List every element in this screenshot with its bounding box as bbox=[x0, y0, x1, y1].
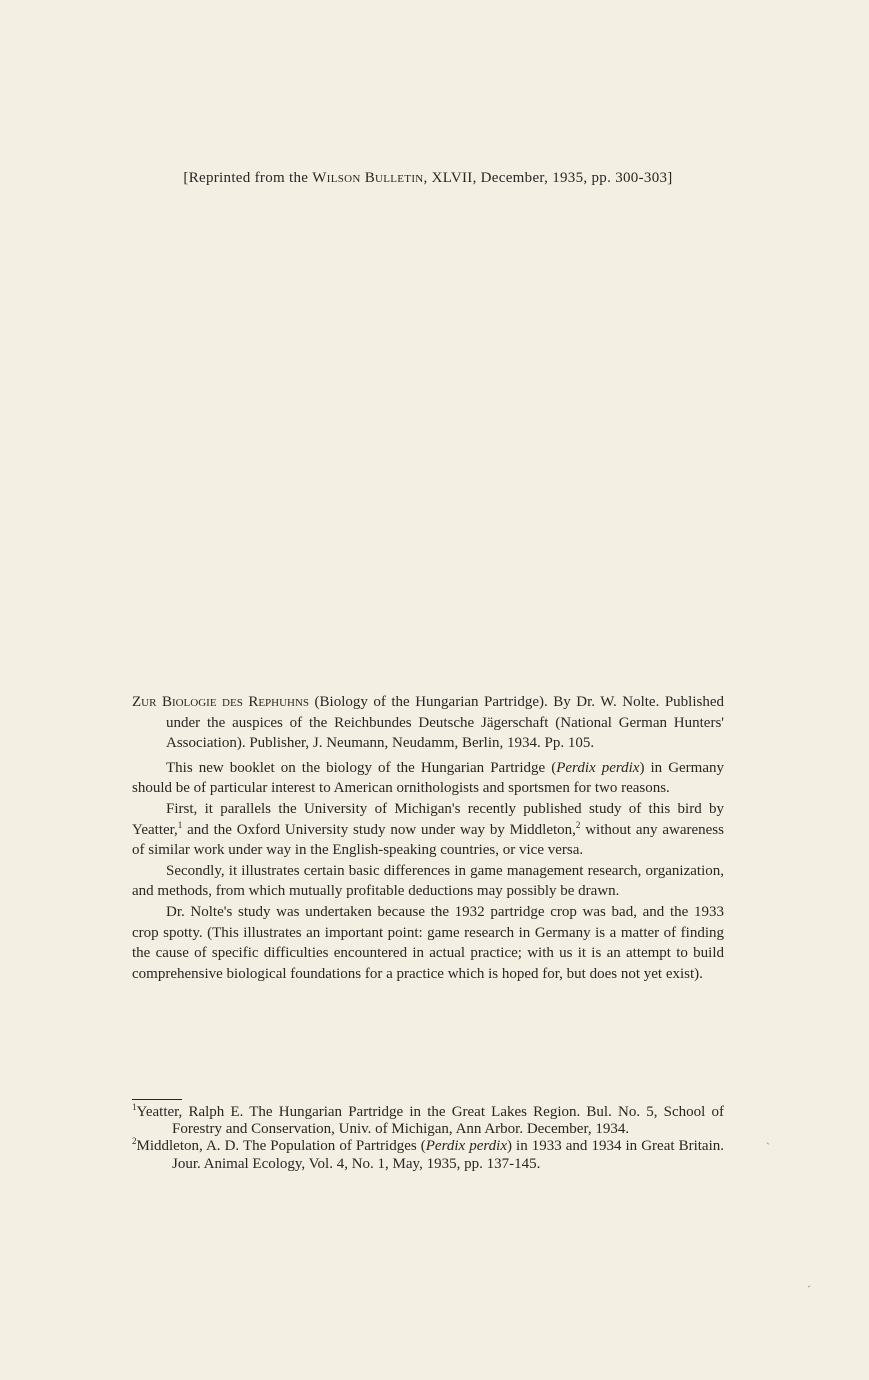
paragraph-text: without any awareness of similar work under way in the English-speaking countries, or vice versa. bbox=[132, 821, 724, 859]
footnote-text: Yeatter, Ralph E. The Hungarian Partridge in the Great Lakes Region. Bul. No. 5, School of Forestry and Conservation, Univ. of Michigan, Ann Arbor. December, 1934. bbox=[136, 1104, 724, 1138]
reprint-notice bbox=[132, 170, 724, 187]
footnote-mark: 2 bbox=[132, 1136, 137, 1147]
paragraph-study: Dr. Nolte's study was undertaken because the 1932 partridge crop was bad, and the 1933 crop spotty. (This illustrates an important point: game research in Germany is a matter of finding the cause of specific difficulties encountered in actual practice; with us it is an attempt to build comprehensive biological foundations for a practice which is hoped for, but does not yet exist). bbox=[132, 903, 724, 982]
book-title: Zur Biologie des Rephuhns bbox=[132, 694, 310, 710]
footnote-ref-2: 2 bbox=[575, 819, 581, 830]
footnote-mark: 1 bbox=[132, 1102, 137, 1112]
footnote-1 bbox=[132, 1104, 724, 1138]
footnote-2 bbox=[132, 1138, 724, 1172]
paragraph-text: and the Oxford University study now under way by Middleton, bbox=[182, 821, 576, 838]
footnote-ref-1: 1 bbox=[177, 819, 183, 830]
footnote-text: Middleton, A. D. The Population of Partridges ( bbox=[136, 1138, 426, 1155]
journal-name: Wilson Bulletin bbox=[312, 170, 424, 186]
citation-details: (Biology of the Hungarian Partridge). By Dr. W. Nolte. Published under the auspices of the Reichbundes Deutsche Jägerschaft (National German Hunters' Association). Publisher, J. Neumann, Neudamm, Berlin, 1934. Pp. 105. bbox=[166, 694, 724, 752]
reprint-open: [Reprinted from the bbox=[183, 170, 313, 186]
book-review bbox=[132, 692, 724, 984]
paper-speck: ˊ bbox=[807, 1283, 811, 1297]
footnotes bbox=[132, 1104, 724, 1173]
review-citation bbox=[132, 692, 724, 754]
paper-speck: ˋ bbox=[766, 1140, 770, 1154]
footnote-divider bbox=[132, 1099, 182, 1100]
species-name: Perdix perdix bbox=[556, 759, 640, 776]
reprint-details: , XLVII, December, 1935, pp. 300-303] bbox=[423, 170, 673, 186]
paragraph-text: ) in Germany should be of particular interest to American ornithologists and sportsmen for two reasons. bbox=[132, 759, 725, 797]
paragraph-text: First, it parallels the University of Michigan's recently published study of this bird by Yeatter, bbox=[132, 800, 724, 838]
paragraph-first-reason bbox=[132, 799, 724, 861]
paragraph-intro bbox=[132, 758, 724, 799]
paragraph-second-reason: Secondly, it illustrates certain basic differences in game management research, organization, and methods, from which mutually profitable deductions may possibly be drawn. bbox=[132, 862, 724, 900]
paragraph-text: This new booklet on the biology of the Hungarian Partridge ( bbox=[166, 759, 557, 776]
species-name: Perdix perdix bbox=[425, 1138, 507, 1155]
footnote-text: ) in 1933 and 1934 in Great Britain. Jour. Animal Ecology, Vol. 4, No. 1, May, 1935, pp. 137-145. bbox=[172, 1138, 724, 1172]
